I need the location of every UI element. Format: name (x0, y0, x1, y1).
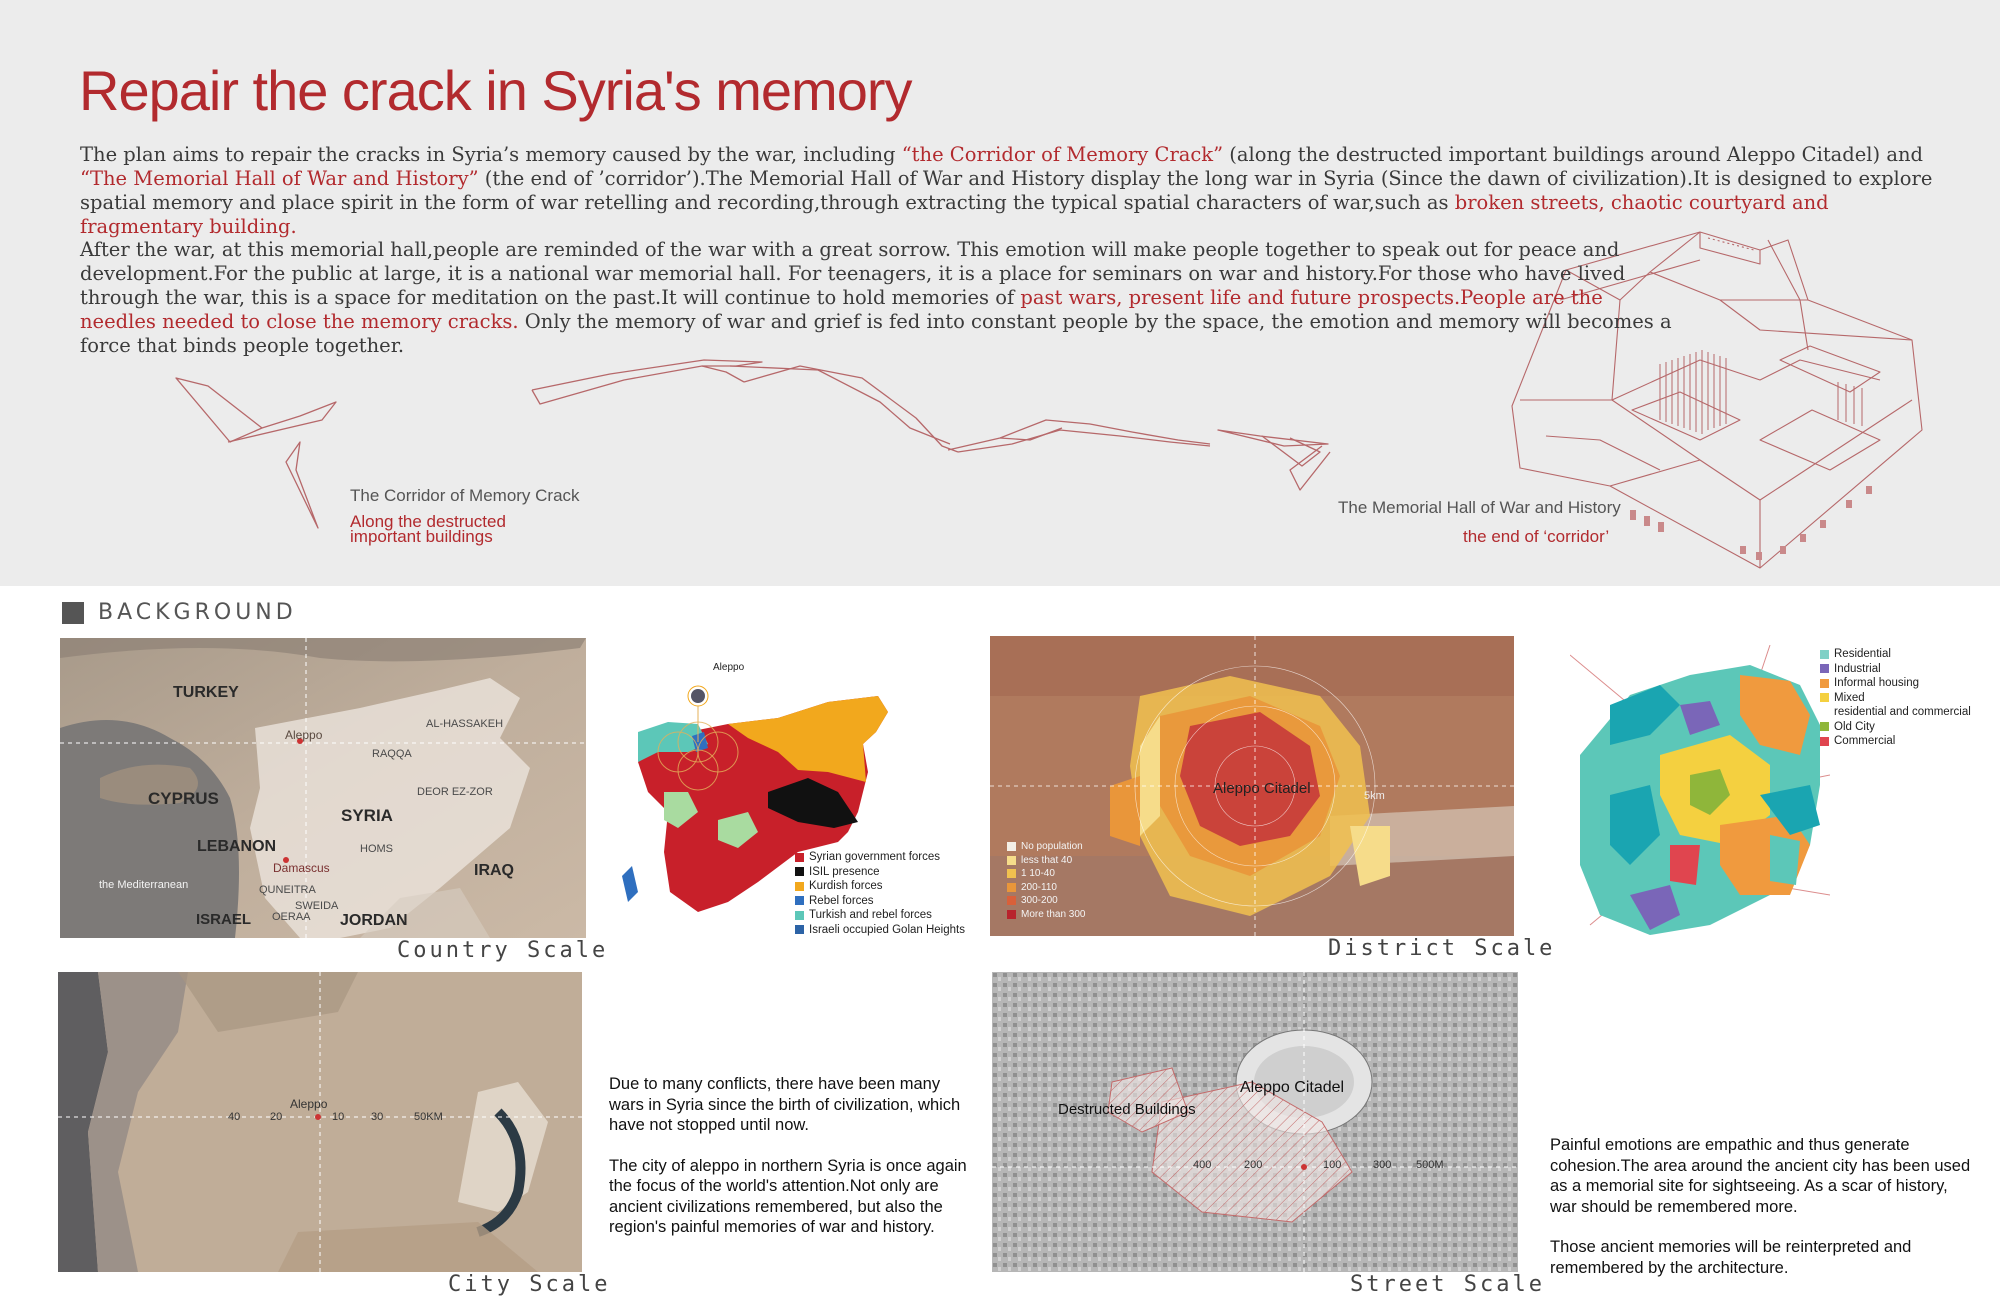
map-label-lebanon: LEBANON (197, 838, 277, 855)
background-paragraph: Painful emotions are empathic and thus generate cohesion.The area around the ancient city has been used as a memorial site for sightseeing. As a scar of history, war should be remembered more. (1550, 1136, 1971, 1216)
intro-text: The plan aims to repair the cracks in Syria’s memory caused by the war, including (80, 143, 902, 166)
legend-row (1820, 662, 1971, 677)
legend-swatch (1820, 664, 1829, 673)
map-label-quneitra: QUNEITRA (259, 884, 316, 896)
map-label-sweida: SWEIDA (295, 900, 339, 912)
background-text-right (1550, 1135, 1974, 1298)
legend-label: 1 10-40 (1021, 868, 1055, 880)
background-paragraph: The city of aleppo in northern Syria is once again the focus of the world's attention.Not only are ancient civilizations remembered, but also the region's painful memories of war and history. (609, 1156, 967, 1236)
legend-row (1820, 647, 1971, 662)
legend-label: Industrial (1834, 662, 1881, 675)
legend-label: Turkish and rebel forces (809, 909, 932, 922)
legend-swatch (795, 882, 804, 891)
city-map-tick: 30 (371, 1111, 384, 1123)
hall-caption-sub: the end of ‘corridor’ (1463, 527, 1610, 546)
legend-swatch (795, 925, 804, 934)
legend-swatch (1820, 737, 1829, 746)
legend-swatch (1007, 910, 1016, 919)
corridor-caption-title: The Corridor of Memory Crack (350, 486, 580, 505)
intro-highlight-memories: past wars, present life and future prospects.People are the needles needed to close the memory cracks. (80, 286, 1603, 333)
map-label-oeraa: OERAA (272, 911, 311, 923)
map-label-syria: SYRIA (341, 806, 393, 825)
street-map-tick: 300 (1373, 1159, 1392, 1171)
legend-row (795, 865, 965, 880)
map-label-aleppo: Aleppo (285, 728, 323, 742)
control-map-legend (795, 850, 965, 937)
map-label-alhassakeh: AL-HASSAKEH (426, 718, 504, 730)
city-map-tick: 40 (228, 1111, 241, 1123)
legend-swatch (1007, 842, 1016, 851)
legend-swatch (795, 896, 804, 905)
background-paragraph: Due to many conflicts, there have been many wars in Syria since the birth of civilization, which have not stopped until now. (609, 1075, 961, 1134)
intro-paragraph-2 (80, 238, 1680, 358)
city-map-tick: 50KM (414, 1111, 443, 1123)
legend-swatch (1820, 650, 1829, 659)
legend-swatch (795, 911, 804, 920)
city-scale-map (58, 972, 582, 1272)
map-label-homs: HOMS (360, 843, 393, 855)
legend-row (795, 894, 965, 909)
city-map-tick: 20 (270, 1111, 283, 1123)
city-map-tick: 10 (332, 1111, 345, 1123)
legend-swatch (795, 867, 804, 876)
city-scale-label: City Scale (448, 1272, 611, 1297)
legend-row (795, 850, 965, 865)
intro-highlight-memorial-hall: “The Memorial Hall of War and History” (80, 167, 479, 190)
map-label-turkey: TURKEY (173, 684, 239, 701)
legend-row (1007, 894, 1086, 908)
district-map-km: 5km (1364, 790, 1385, 802)
intro-highlight-spatial: broken streets, chaotic courtyard and fragmentary building. (80, 191, 1829, 238)
legend-label: less that 40 (1021, 854, 1073, 866)
legend-label: Mixed (1834, 691, 1865, 704)
control-map-aleppo: Aleppo (713, 662, 745, 673)
district-map-citadel: Aleppo Citadel (1213, 780, 1311, 797)
map-label-damascus: Damascus (273, 861, 330, 875)
intro-text: After the war, at this memorial hall,people are reminded of the war with a great sorrow. This emotion will make people together to speak out for peace and development.For the public at large, it is a national war memorial hall. For teenagers, it is a place for seminars on war and history.For those who have lived through the war, this is a space for meditation on the past.It will continue to hold memories of (80, 238, 1626, 309)
legend-label: 300-200 (1021, 895, 1058, 907)
legend-row (1820, 720, 1971, 735)
background-section-header (62, 600, 297, 625)
city-map-aleppo: Aleppo (290, 1097, 328, 1111)
map-label-iraq: IRAQ (474, 862, 514, 879)
intro-text: Only the memory of war and grief is fed into constant people by the space, the emotion and memory will becomes a force that binds people together. (80, 310, 1672, 357)
legend-label: ISIL presence (809, 865, 880, 878)
street-scale-label: Street Scale (1350, 1272, 1545, 1297)
background-heading: BACKGROUND (98, 600, 297, 625)
legend-row (795, 908, 965, 923)
map-label-raqqa: RAQQA (372, 748, 412, 760)
legend-row (1007, 867, 1086, 881)
street-scale-map (992, 972, 1518, 1272)
legend-label: Rebel forces (809, 894, 874, 907)
legend-label: Kurdish forces (809, 880, 883, 893)
legend-row (1820, 691, 1971, 706)
map-label-jordan: JORDAN (340, 912, 408, 929)
country-scale-map (60, 638, 586, 938)
map-label-cyprus: CYPRUS (148, 789, 219, 808)
legend-row (795, 923, 965, 938)
intro-text: (along the destructed important buildings around Aleppo Citadel) and (1223, 143, 1924, 166)
legend-swatch (1007, 869, 1016, 878)
legend-row (1007, 854, 1086, 868)
district-scale-label: District Scale (1328, 936, 1556, 961)
legend-label: Syrian government forces (809, 851, 941, 864)
corridor-caption-sub (350, 514, 506, 544)
legend-row (1007, 908, 1086, 922)
legend-row (1820, 705, 1971, 720)
legend-label: More than 300 (1021, 908, 1086, 920)
legend-label: Informal housing (1834, 677, 1920, 690)
intro-text: (the end of ’corridor’).The Memorial Hall of War and History display the long war in Syria (Since the dawn of civilization).It is designed to explore spatial memory and place spirit in the form of war retelling and recording,through extracting the typical spatial characters of war,such as (80, 167, 1933, 214)
intro-highlight-corridor: “the Corridor of Memory Crack” (901, 143, 1224, 166)
legend-swatch (795, 853, 804, 862)
map-label-mediterranean: the Mediterranean (99, 879, 189, 891)
legend-row (795, 879, 965, 894)
legend-row (1007, 840, 1086, 854)
legend-swatch (1007, 856, 1016, 865)
country-scale-label: Country Scale (397, 938, 609, 963)
legend-label: Israeli occupied Golan Heights (809, 923, 965, 936)
legend-swatch (1007, 896, 1016, 905)
legend-swatch (1820, 708, 1829, 717)
background-paragraph: Those ancient memories will be reinterpreted and remembered by the architecture. (1550, 1238, 1912, 1277)
legend-swatch (1820, 693, 1829, 702)
legend-row (1820, 676, 1971, 691)
legend-label: residential and commercial (1834, 706, 1971, 719)
map-label-israel: ISRAEL (196, 911, 252, 928)
legend-swatch (1007, 883, 1016, 892)
legend-row (1820, 734, 1971, 749)
legend-label: Old City (1834, 720, 1875, 733)
legend-row (1007, 881, 1086, 895)
district-legend (1007, 840, 1086, 921)
hall-caption-title: The Memorial Hall of War and History (1338, 498, 1621, 517)
street-map-tick: 400 (1193, 1159, 1212, 1171)
corridor-caption-line: Along the destructed (350, 512, 506, 531)
legend-swatch (1820, 722, 1829, 731)
legend-label: Residential (1834, 648, 1891, 661)
section-marker (62, 602, 84, 624)
legend-label: 200-110 (1021, 881, 1057, 893)
intro-paragraph-1 (80, 143, 1940, 239)
street-map-citadel: Aleppo Citadel (1240, 1079, 1345, 1096)
street-map-tick: 200 (1244, 1159, 1263, 1171)
legend-label: No population (1021, 841, 1083, 853)
land-use-legend (1820, 647, 1971, 749)
street-map-tick: 100 (1323, 1159, 1342, 1171)
map-label-deorezzor: DEOR EZ-ZOR (417, 786, 493, 798)
corridor-caption-line: important buildings (350, 527, 493, 546)
street-map-destructed: Destructed Buildings (1058, 1101, 1196, 1118)
page-title: Repair the crack in Syria's memory (79, 59, 912, 122)
street-map-tick: 500M (1416, 1159, 1444, 1171)
background-text-left (609, 1074, 977, 1258)
land-use-map (1570, 645, 1830, 945)
legend-label: Commercial (1834, 735, 1896, 748)
legend-swatch (1820, 679, 1829, 688)
